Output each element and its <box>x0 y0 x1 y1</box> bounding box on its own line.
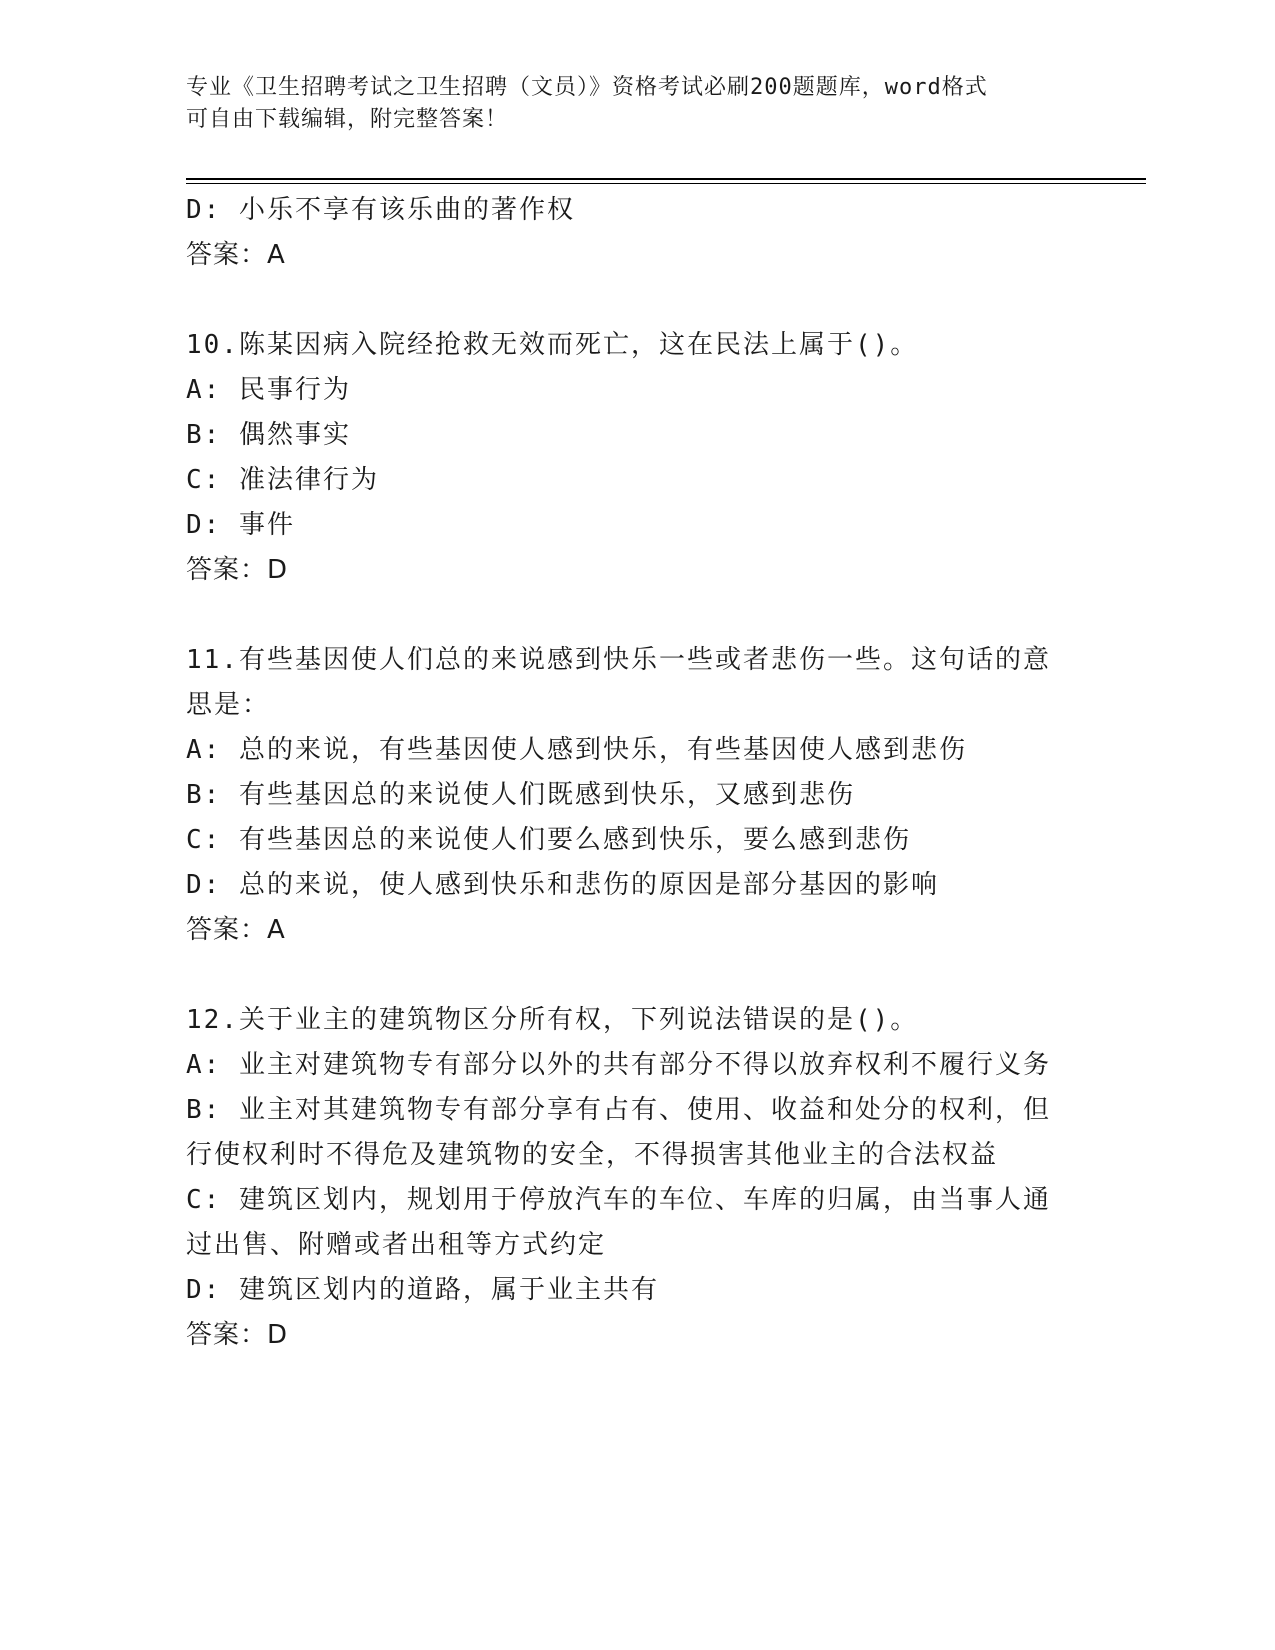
question-11 <box>186 638 1076 953</box>
option-d: D: 事件 <box>186 510 295 540</box>
header-line-2: 可自由下载编辑，附完整答案！ <box>186 107 509 132</box>
option-b: B: 偶然事实 <box>186 420 351 450</box>
option-d: D: 建筑区划内的道路，属于业主共有 <box>186 1275 659 1305</box>
answer: 答案：A <box>186 240 286 270</box>
option-b: B: 有些基因总的来说使人们既感到快乐，又感到悲伤 <box>186 780 855 810</box>
question-stem: 12.关于业主的建筑物区分所有权，下列说法错误的是()。 <box>186 1005 919 1035</box>
document-header <box>186 72 1086 136</box>
question-10 <box>186 323 1076 593</box>
option-a: A: 民事行为 <box>186 375 351 405</box>
answer: 答案：D <box>186 555 289 585</box>
option-d: D: 总的来说，使人感到快乐和悲伤的原因是部分基因的影响 <box>186 870 939 900</box>
answer: 答案：A <box>186 915 286 945</box>
question-9-tail <box>186 188 1076 278</box>
answer: 答案：D <box>186 1320 289 1350</box>
header-rule-thin <box>186 183 1146 184</box>
option-c: C: 有些基因总的来说使人们要么感到快乐，要么感到悲伤 <box>186 825 911 855</box>
option-c: C: 建筑区划内，规划用于停放汽车的车位、车库的归属，由当事人通过出售、附赠或者出租等方式约定 <box>186 1185 1051 1260</box>
option-a: A: 总的来说，有些基因使人感到快乐，有些基因使人感到悲伤 <box>186 735 967 765</box>
header-line-1: 专业《卫生招聘考试之卫生招聘（文员）》资格考试必刷200题题库，word格式 <box>186 75 988 100</box>
option-d: D: 小乐不享有该乐曲的著作权 <box>186 195 575 225</box>
question-stem: 11.有些基因使人们总的来说感到快乐一些或者悲伤一些。这句话的意思是： <box>186 645 1051 720</box>
option-c: C: 准法律行为 <box>186 465 379 495</box>
option-a: A: 业主对建筑物专有部分以外的共有部分不得以放弃权利不履行义务 <box>186 1050 1051 1080</box>
question-12 <box>186 998 1076 1358</box>
question-list <box>186 188 1076 1358</box>
header-rule-thick <box>186 178 1146 180</box>
question-stem: 10.陈某因病入院经抢救无效而死亡，这在民法上属于()。 <box>186 330 919 360</box>
option-b: B: 业主对其建筑物专有部分享有占有、使用、收益和处分的权利，但行使权利时不得危及建筑物的安全，不得损害其他业主的合法权益 <box>186 1095 1051 1170</box>
